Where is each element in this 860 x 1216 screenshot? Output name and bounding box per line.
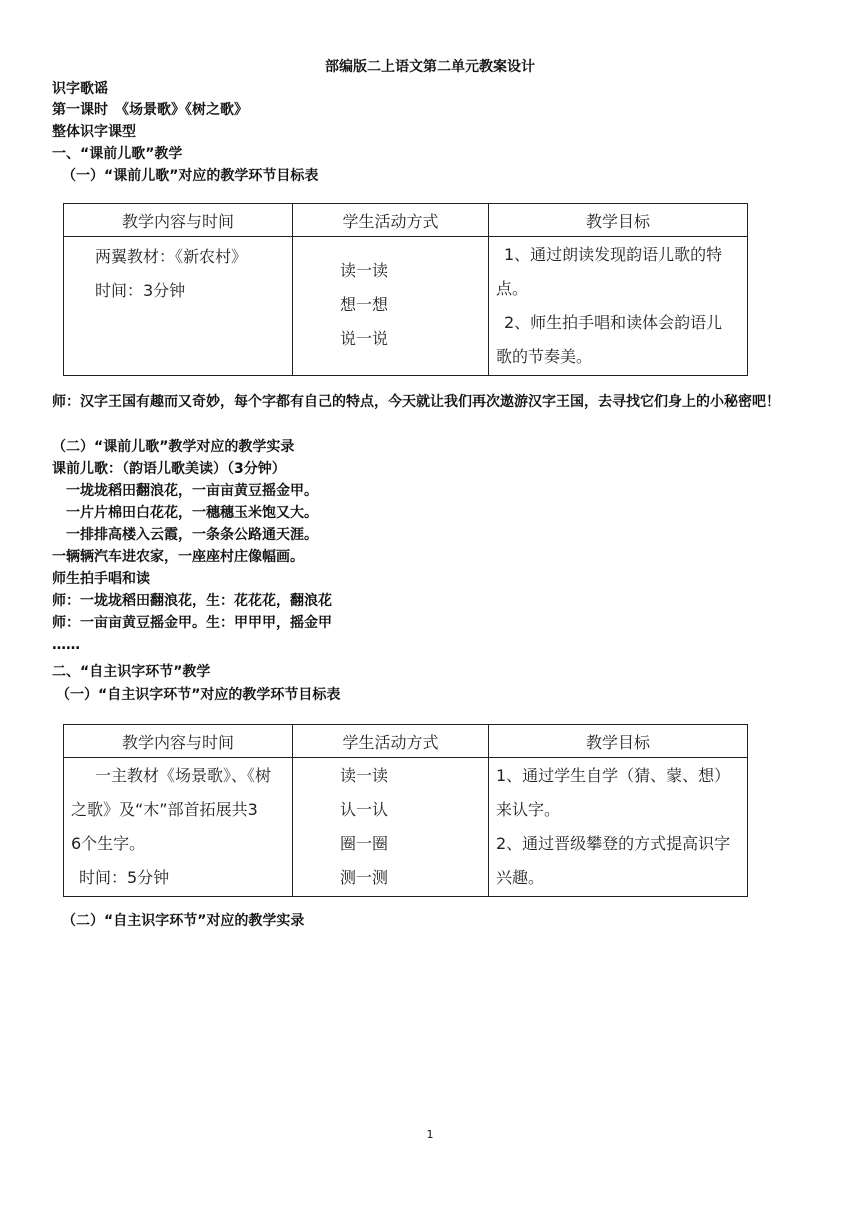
table2-activity-item: 认一认 xyxy=(340,800,389,819)
table2-goal-cell xyxy=(489,758,748,897)
page-number: 1 xyxy=(426,1128,434,1141)
table1-header-activity: 学生活动方式 xyxy=(293,204,489,237)
table2-content-line: 时间：5分钟 xyxy=(79,868,170,887)
table2-content-line: 一主教材《场景歌》、《树 xyxy=(95,766,272,785)
rhyme-label: 课前儿歌：（韵语儿歌美读）（3分钟） xyxy=(52,461,286,477)
table1-activity-item: 想一想 xyxy=(340,295,389,314)
table2-activity-item: 测一测 xyxy=(340,868,389,887)
table2-content-cell xyxy=(64,758,293,897)
dialog-line: 师：一垅垅稻田翻浪花，生：花花花，翻浪花 xyxy=(52,593,332,609)
teacher-intro: 师：汉字王国有趣而又奇妙，每个字都有自己的特点，今天就让我们再次遨游汉字王国，去寻找它们身上的小秘密吧！ xyxy=(52,394,780,410)
goal-table-1 xyxy=(63,203,748,376)
section2-heading: 二、“自主识字环节”教学 xyxy=(52,664,211,680)
table1-content-line: 时间：3分钟 xyxy=(95,281,186,300)
intro-line-1: 识字歌谣 xyxy=(52,81,108,97)
table1-activity-item: 读一读 xyxy=(340,261,389,280)
table2-activity-item: 读一读 xyxy=(340,766,389,785)
rhyme-line: 一排排高楼入云霞，一条条公路通天涯。 xyxy=(66,527,318,543)
document-title: 部编版二上语文第二单元教案设计 xyxy=(325,59,535,75)
section1-heading: 一、“课前儿歌”教学 xyxy=(52,146,183,162)
table2-goal-item: 2、通过晋级攀登的方式提高识字兴趣。 xyxy=(496,834,731,887)
section2-sub2: （二）“自主识字环节”对应的教学实录 xyxy=(62,913,305,929)
table1-goal-item: 2、师生拍手唱和读体会韵语儿歌的节奏美。 xyxy=(496,313,723,366)
table1-content-cell xyxy=(64,237,293,376)
table2-activity-cell xyxy=(293,758,489,897)
table2-header-goal: 教学目标 xyxy=(489,725,748,758)
table2-header-activity: 学生活动方式 xyxy=(293,725,489,758)
table2-content-line: 6个生字。 xyxy=(71,834,146,853)
dialog-ellipsis: …… xyxy=(52,637,80,653)
clap-label: 师生拍手唱和读 xyxy=(52,571,150,587)
section1-sub2: （二）“课前儿歌”教学对应的教学实录 xyxy=(52,439,295,455)
table1-header-goal: 教学目标 xyxy=(489,204,748,237)
table1-goal-item: 1、通过朗读发现韵语儿歌的特点。 xyxy=(496,245,723,298)
table2-content-line: 之歌》及“木”部首拓展共3 xyxy=(71,800,258,819)
goal-table-2 xyxy=(63,724,748,897)
table1-activity-item: 说一说 xyxy=(340,329,389,348)
section2-sub1: （一）“自主识字环节”对应的教学环节目标表 xyxy=(56,687,341,703)
table2-activity-item: 圈一圈 xyxy=(340,834,389,853)
table1-header-content: 教学内容与时间 xyxy=(64,204,293,237)
intro-line-3: 整体识字课型 xyxy=(52,124,136,140)
rhyme-line: 一垅垅稻田翻浪花，一亩亩黄豆摇金甲。 xyxy=(66,483,318,499)
table1-content-line: 两翼教材：《新农村》 xyxy=(95,247,248,266)
dialog-line: 师：一亩亩黄豆摇金甲。生：甲甲甲，摇金甲 xyxy=(52,615,332,631)
table1-activity-cell xyxy=(293,237,489,376)
table2-goal-item: 1、通过学生自学（猜、蒙、想）来认字。 xyxy=(496,766,731,819)
section1-sub1: （一）“课前儿歌”对应的教学环节目标表 xyxy=(62,168,319,184)
intro-line-2: 第一课时 《场景歌》《树之歌》 xyxy=(52,102,248,118)
table1-goal-cell xyxy=(489,237,748,376)
rhyme-line: 一辆辆汽车进农家，一座座村庄像幅画。 xyxy=(52,549,304,565)
table2-header-content: 教学内容与时间 xyxy=(64,725,293,758)
rhyme-line: 一片片棉田白花花，一穗穗玉米饱又大。 xyxy=(66,505,318,521)
